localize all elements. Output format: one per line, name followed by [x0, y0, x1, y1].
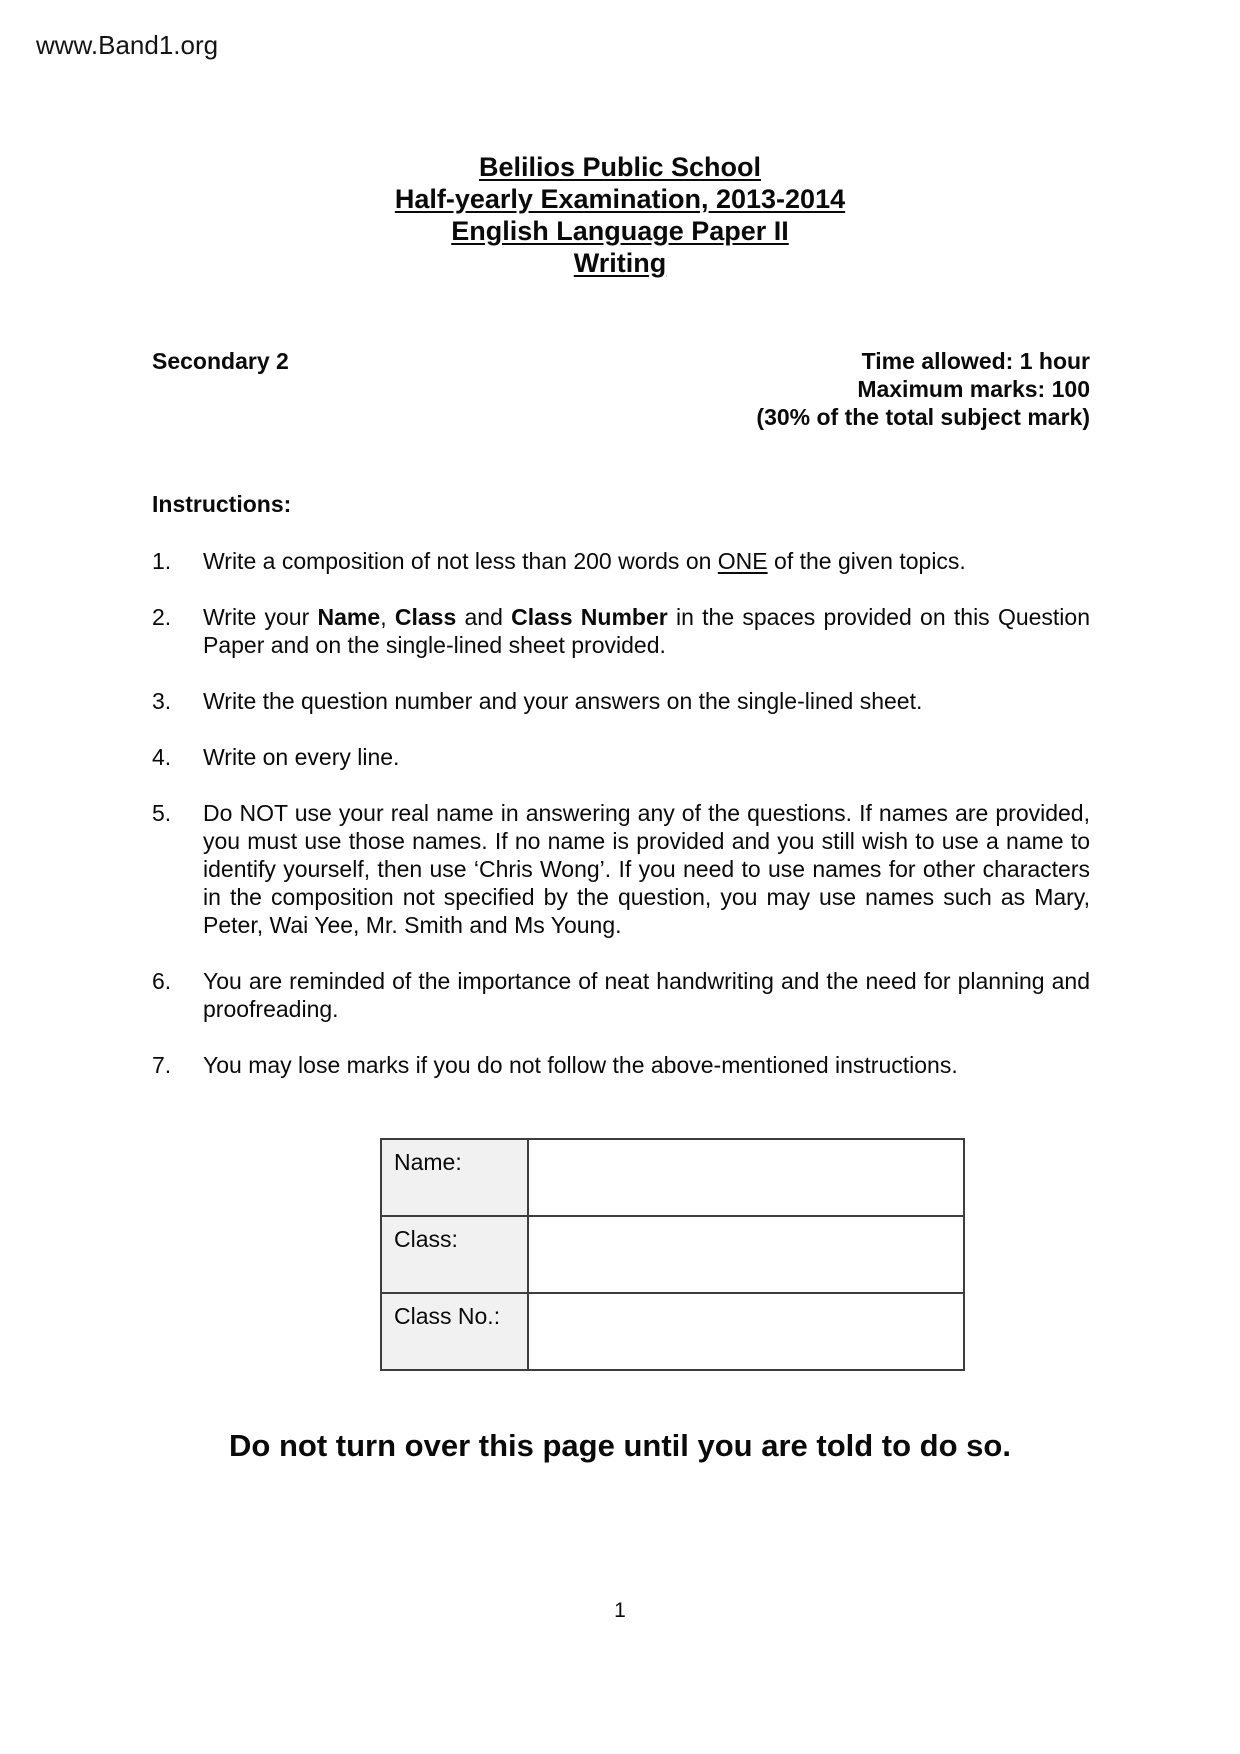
table-row-class-no [381, 1293, 964, 1370]
school-name: Belilios Public School [478, 152, 762, 182]
instruction-item [152, 799, 1090, 939]
class-value-cell [528, 1216, 964, 1293]
instruction-text-segment: Do NOT use your real name in answering any of the questions. If names are provided, you must use those names. If no name is provided and you still wish to use a name to identify yourself, then use ‘Chris Wong’. If you need to use names for other characters in the composition not specified by the question, you may use names such as Mary, Peter, Wai Yee, Mr. Smith and Ms Young. [203, 800, 1090, 938]
instruction-number: 6. [152, 968, 172, 994]
instruction-text-segment: Write on every line. [203, 744, 400, 770]
instruction-text [203, 547, 1090, 575]
instruction-number: 7. [152, 1052, 172, 1078]
paper-section: Writing [573, 248, 667, 278]
turn-over-notice: Do not turn over this page until you are told to do so. [229, 1428, 1011, 1463]
instruction-text [203, 603, 1090, 659]
instruction-number: 2. [152, 604, 172, 630]
instruction-text-segment: You are reminded of the importance of neat handwriting and the need for planning and proofreading. [203, 968, 1090, 1022]
subject-weight: (30% of the total subject mark) [756, 404, 1090, 430]
class-no-value-cell [528, 1293, 964, 1370]
instruction-number: 5. [152, 800, 172, 826]
instructions-list [152, 547, 1090, 1107]
instruction-text-segment: of the given topics. [767, 548, 966, 574]
instruction-text-segment: Write a composition of not less than 200 words on [203, 548, 718, 574]
title-block [0, 151, 1240, 279]
class-level: Secondary 2 [152, 348, 289, 374]
instruction-text-segment: and [456, 604, 512, 630]
instruction-text [203, 743, 1090, 771]
watermark-url: www.Band1.org [36, 30, 219, 60]
instruction-text [203, 799, 1090, 939]
instruction-text-segment: Class Number [511, 604, 668, 630]
name-label-cell: Name: [381, 1139, 528, 1216]
instruction-text-segment: Write your [203, 604, 318, 630]
class-no-label-cell: Class No.: [381, 1293, 528, 1370]
instruction-number: 4. [152, 744, 172, 770]
instruction-item [152, 967, 1090, 1023]
instruction-number: 3. [152, 688, 172, 714]
instruction-item [152, 743, 1090, 771]
instruction-item [152, 1051, 1090, 1079]
instruction-text [203, 687, 1090, 715]
instruction-item [152, 547, 1090, 575]
table-row-class [381, 1216, 964, 1293]
exam-meta-block [756, 347, 1090, 431]
paper-name: English Language Paper II [451, 216, 789, 246]
table-row-name [381, 1139, 964, 1216]
instruction-text [203, 1051, 1090, 1079]
instruction-text-segment: , [380, 604, 395, 630]
student-info-table [380, 1138, 965, 1371]
instruction-text-segment: You may lose marks if you do not follow the above-mentioned instructions. [203, 1052, 958, 1078]
instruction-text-segment: ONE [717, 548, 768, 574]
instructions-heading: Instructions: [152, 491, 292, 517]
instruction-text-segment: Class [394, 604, 457, 630]
instruction-text-segment: Write the question number and your answers on the single-lined sheet. [203, 688, 923, 714]
instruction-text-segment: in the spaces provided on this Question Paper and on the single-lined sheet provided. [203, 604, 1090, 658]
name-value-cell [528, 1139, 964, 1216]
instruction-text-segment: Name [317, 604, 381, 630]
class-label-cell: Class: [381, 1216, 528, 1293]
instruction-text [203, 967, 1090, 1023]
page-number: 1 [614, 1599, 626, 1622]
instruction-item [152, 603, 1090, 659]
exam-name: Half-yearly Examination, 2013-2014 [394, 184, 846, 214]
maximum-marks: Maximum marks: 100 [857, 376, 1090, 402]
time-allowed: Time allowed: 1 hour [861, 348, 1090, 374]
instruction-number: 1. [152, 548, 172, 574]
instruction-item [152, 687, 1090, 715]
